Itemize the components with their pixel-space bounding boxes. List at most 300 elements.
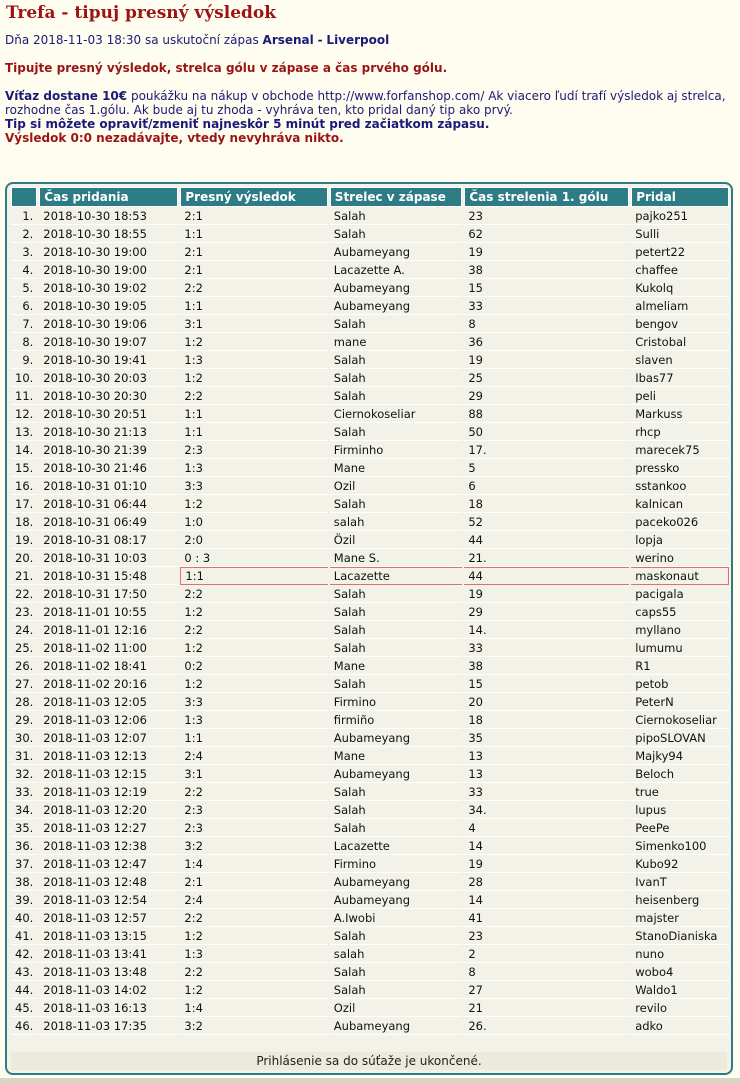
time-added: 2018-10-30 19:06 xyxy=(39,315,178,333)
table-row xyxy=(11,459,729,477)
scorer: Aubameyang xyxy=(330,873,463,891)
first-goal-time: 19 xyxy=(464,243,629,261)
time-added: 2018-11-03 12:20 xyxy=(39,801,178,819)
added-by: petob xyxy=(631,675,729,693)
added-by: Cristobal xyxy=(631,333,729,351)
time-added: 2018-11-01 12:16 xyxy=(39,621,178,639)
time-added: 2018-10-30 19:07 xyxy=(39,333,178,351)
first-goal-time: 18 xyxy=(464,495,629,513)
table-row xyxy=(11,819,729,837)
first-goal-time: 41 xyxy=(464,909,629,927)
scorer: Salah xyxy=(330,675,463,693)
table-row xyxy=(11,315,729,333)
row-number: 7. xyxy=(11,315,37,333)
first-goal-time: 52 xyxy=(464,513,629,531)
row-number: 3. xyxy=(11,243,37,261)
scorer: Lacazette xyxy=(330,837,463,855)
row-number: 32. xyxy=(11,765,37,783)
scorer: salah xyxy=(330,945,463,963)
row-number: 8. xyxy=(11,333,37,351)
table-row xyxy=(11,351,729,369)
time-added: 2018-10-31 15:48 xyxy=(39,567,178,585)
exact-score: 2:1 xyxy=(180,243,327,261)
page-title: Trefa - tipuj presný výsledok xyxy=(6,3,277,23)
exact-score: 0:2 xyxy=(180,657,327,675)
exact-score: 1:1 xyxy=(180,405,327,423)
away-team: Liverpool xyxy=(326,33,390,47)
first-goal-time: 8 xyxy=(464,963,629,981)
scorer: Ozil xyxy=(330,999,463,1017)
exact-score: 1:3 xyxy=(180,459,327,477)
scorer: Ciernokoseliar xyxy=(330,405,463,423)
first-goal-time: 29 xyxy=(464,387,629,405)
first-goal-time: 33 xyxy=(464,297,629,315)
table-row xyxy=(11,441,729,459)
exact-score: 3:1 xyxy=(180,765,327,783)
table-row xyxy=(11,585,729,603)
time-added: 2018-10-30 19:00 xyxy=(39,243,178,261)
exact-score: 2:3 xyxy=(180,801,327,819)
scorer: Salah xyxy=(330,495,463,513)
added-by: Markuss xyxy=(631,405,729,423)
time-added: 2018-11-03 12:57 xyxy=(39,909,178,927)
first-goal-time: 38 xyxy=(464,261,629,279)
scorer: Mane xyxy=(330,657,463,675)
added-by: IvanT xyxy=(631,873,729,891)
prize-info xyxy=(5,89,735,117)
exact-score: 1:2 xyxy=(180,333,327,351)
time-added: 2018-11-03 12:38 xyxy=(39,837,178,855)
time-added: 2018-10-31 06:49 xyxy=(39,513,178,531)
row-number: 31. xyxy=(11,747,37,765)
scorer: Salah xyxy=(330,369,463,387)
exact-score: 1:1 xyxy=(180,225,327,243)
time-added: 2018-10-30 19:02 xyxy=(39,279,178,297)
row-number: 40. xyxy=(11,909,37,927)
added-by: R1 xyxy=(631,657,729,675)
exact-score: 1:1 xyxy=(180,729,327,747)
table-row xyxy=(11,405,729,423)
added-by: PeterN xyxy=(631,693,729,711)
first-goal-time: 44 xyxy=(464,567,629,585)
added-by: PeePe xyxy=(631,819,729,837)
first-goal-time: 19 xyxy=(464,855,629,873)
table-row xyxy=(11,855,729,873)
scorer: Salah xyxy=(330,603,463,621)
col-time-added-header: Čas pridania xyxy=(39,187,178,207)
match-prefix: Dňa 2018-11-03 18:30 sa uskutoční zápas xyxy=(5,33,259,47)
exact-score: 2:4 xyxy=(180,747,327,765)
exact-score: 2:1 xyxy=(180,261,327,279)
first-goal-time: 14. xyxy=(464,621,629,639)
exact-score: 1:2 xyxy=(180,927,327,945)
table-row xyxy=(11,423,729,441)
time-added: 2018-10-30 19:41 xyxy=(39,351,178,369)
first-goal-time: 33 xyxy=(464,783,629,801)
col-added-by-header: Pridal xyxy=(631,187,729,207)
added-by: petert22 xyxy=(631,243,729,261)
first-goal-time: 23 xyxy=(464,927,629,945)
exact-score: 1:2 xyxy=(180,639,327,657)
added-by: peli xyxy=(631,387,729,405)
added-by: majster xyxy=(631,909,729,927)
time-added: 2018-10-30 18:53 xyxy=(39,207,178,225)
match-info xyxy=(5,33,389,47)
exact-score: 1:2 xyxy=(180,495,327,513)
time-added: 2018-10-30 19:05 xyxy=(39,297,178,315)
first-goal-time: 26. xyxy=(464,1017,629,1035)
table-row xyxy=(11,693,729,711)
row-number: 37. xyxy=(11,855,37,873)
time-added: 2018-11-03 13:48 xyxy=(39,963,178,981)
scorer: Salah xyxy=(330,963,463,981)
col-first-goal-time-header: Čas strelenia 1. gólu xyxy=(464,187,629,207)
time-added: 2018-11-03 12:48 xyxy=(39,873,178,891)
table-row xyxy=(11,549,729,567)
exact-score: 1:4 xyxy=(180,999,327,1017)
row-number: 12. xyxy=(11,405,37,423)
added-by: pacigala xyxy=(631,585,729,603)
table-row xyxy=(11,1017,729,1035)
time-added: 2018-10-30 21:13 xyxy=(39,423,178,441)
prize-details: poukážku na nákup v obchode http://www.forfanshop.com/ Ak viacero ľudí trafí výsledok aj strelca, rozhodne čas 1.gólu. Ak bude aj tu zhoda - vyhráva ten, kto pridal daný tip ako prvý. xyxy=(5,89,726,117)
exact-score: 1:3 xyxy=(180,945,327,963)
table-row xyxy=(11,639,729,657)
time-added: 2018-11-03 17:35 xyxy=(39,1017,178,1035)
table-row xyxy=(11,477,729,495)
added-by: StanoDianiska xyxy=(631,927,729,945)
first-goal-time: 8 xyxy=(464,315,629,333)
exact-score: 2:2 xyxy=(180,963,327,981)
table-row xyxy=(11,909,729,927)
scorer: Salah xyxy=(330,927,463,945)
table-row xyxy=(11,297,729,315)
scorer: Lacazette A. xyxy=(330,261,463,279)
added-by: maskonaut xyxy=(631,567,729,585)
time-added: 2018-11-03 12:27 xyxy=(39,819,178,837)
table-row xyxy=(11,621,729,639)
row-number: 18. xyxy=(11,513,37,531)
scorer: Mane xyxy=(330,459,463,477)
added-by: pajko251 xyxy=(631,207,729,225)
exact-score: 1:1 xyxy=(180,297,327,315)
exact-score: 3:1 xyxy=(180,315,327,333)
table-row xyxy=(11,387,729,405)
row-number: 6. xyxy=(11,297,37,315)
exact-score: 2:2 xyxy=(180,621,327,639)
table-row xyxy=(11,333,729,351)
scorer: Aubameyang xyxy=(330,279,463,297)
scorer: Salah xyxy=(330,351,463,369)
first-goal-time: 19 xyxy=(464,585,629,603)
first-goal-time: 36 xyxy=(464,333,629,351)
exact-score: 2:2 xyxy=(180,909,327,927)
added-by: Kubo92 xyxy=(631,855,729,873)
first-goal-time: 17. xyxy=(464,441,629,459)
added-by: lopja xyxy=(631,531,729,549)
scorer: Salah xyxy=(330,315,463,333)
home-team: Arsenal xyxy=(262,33,314,47)
table-row xyxy=(11,981,729,999)
exact-score: 2:0 xyxy=(180,531,327,549)
row-number: 17. xyxy=(11,495,37,513)
added-by: Majky94 xyxy=(631,747,729,765)
added-by: adko xyxy=(631,1017,729,1035)
first-goal-time: 18 xyxy=(464,711,629,729)
time-added: 2018-11-03 12:47 xyxy=(39,855,178,873)
first-goal-time: 35 xyxy=(464,729,629,747)
time-added: 2018-10-30 18:55 xyxy=(39,225,178,243)
time-added: 2018-11-02 20:16 xyxy=(39,675,178,693)
exact-score: 2:2 xyxy=(180,783,327,801)
scorer: Lacazette xyxy=(330,567,463,585)
added-by: sstankoo xyxy=(631,477,729,495)
row-number: 28. xyxy=(11,693,37,711)
exact-score: 2:1 xyxy=(180,873,327,891)
time-added: 2018-11-03 12:07 xyxy=(39,729,178,747)
scorer: Özil xyxy=(330,531,463,549)
scorer: Salah xyxy=(330,783,463,801)
time-added: 2018-11-03 16:13 xyxy=(39,999,178,1017)
row-number: 16. xyxy=(11,477,37,495)
exact-score: 2:2 xyxy=(180,585,327,603)
row-number: 1. xyxy=(11,207,37,225)
table-row xyxy=(11,261,729,279)
scorer: Firmino xyxy=(330,855,463,873)
first-goal-time: 88 xyxy=(464,405,629,423)
scorer: Aubameyang xyxy=(330,729,463,747)
exact-score: 1:1 xyxy=(180,567,327,585)
scorer: Salah xyxy=(330,585,463,603)
scorer: Aubameyang xyxy=(330,243,463,261)
scorer: Firmino xyxy=(330,693,463,711)
exact-score: 0 : 3 xyxy=(180,549,327,567)
exact-score: 1:2 xyxy=(180,981,327,999)
exact-score: 1:0 xyxy=(180,513,327,531)
row-number: 38. xyxy=(11,873,37,891)
row-number: 34. xyxy=(11,801,37,819)
exact-score: 1:4 xyxy=(180,855,327,873)
first-goal-time: 20 xyxy=(464,693,629,711)
first-goal-time: 21. xyxy=(464,549,629,567)
time-added: 2018-10-31 08:17 xyxy=(39,531,178,549)
table-row xyxy=(11,999,729,1017)
first-goal-time: 13 xyxy=(464,747,629,765)
scorer: Aubameyang xyxy=(330,765,463,783)
table-row xyxy=(11,675,729,693)
scorer: A.Iwobi xyxy=(330,909,463,927)
scorer: firmiño xyxy=(330,711,463,729)
scorer: Salah xyxy=(330,387,463,405)
first-goal-time: 27 xyxy=(464,981,629,999)
row-number: 43. xyxy=(11,963,37,981)
col-exact-score-header: Presný výsledok xyxy=(180,187,327,207)
first-goal-time: 4 xyxy=(464,819,629,837)
table-row xyxy=(11,279,729,297)
instruction-text: Tipujte presný výsledok, strelca gólu v zápase a čas prvého gólu. xyxy=(5,61,448,75)
time-added: 2018-11-03 13:15 xyxy=(39,927,178,945)
row-number: 27. xyxy=(11,675,37,693)
scorer: Salah xyxy=(330,981,463,999)
added-by: pipoSLOVAN xyxy=(631,729,729,747)
table-row xyxy=(11,657,729,675)
added-by: almeliam xyxy=(631,297,729,315)
row-number: 36. xyxy=(11,837,37,855)
row-number: 10. xyxy=(11,369,37,387)
time-added: 2018-10-31 01:10 xyxy=(39,477,178,495)
row-number: 9. xyxy=(11,351,37,369)
exact-score: 2:3 xyxy=(180,819,327,837)
first-goal-time: 44 xyxy=(464,531,629,549)
registration-closed-notice: Prihlásenie sa do súťaže je ukončené. xyxy=(11,1052,727,1070)
table-row xyxy=(11,711,729,729)
added-by: werino xyxy=(631,549,729,567)
row-number: 5. xyxy=(11,279,37,297)
row-number: 13. xyxy=(11,423,37,441)
scorer: Aubameyang xyxy=(330,1017,463,1035)
exact-score: 2:1 xyxy=(180,207,327,225)
exact-score: 1:2 xyxy=(180,603,327,621)
exact-score: 3:2 xyxy=(180,1017,327,1035)
first-goal-time: 62 xyxy=(464,225,629,243)
tips-table-panel xyxy=(5,182,733,1075)
table-row xyxy=(11,837,729,855)
exact-score: 2:2 xyxy=(180,387,327,405)
exact-score: 1:1 xyxy=(180,423,327,441)
page-bottom-strip xyxy=(0,1078,740,1083)
exact-score: 1:2 xyxy=(180,369,327,387)
table-row xyxy=(11,603,729,621)
scorer: Salah xyxy=(330,639,463,657)
added-by: revilo xyxy=(631,999,729,1017)
first-goal-time: 21 xyxy=(464,999,629,1017)
row-number: 14. xyxy=(11,441,37,459)
first-goal-time: 38 xyxy=(464,657,629,675)
first-goal-time: 23 xyxy=(464,207,629,225)
exact-score: 3:2 xyxy=(180,837,327,855)
time-added: 2018-10-30 21:39 xyxy=(39,441,178,459)
tip-change-rule: Tip si môžete opraviť/zmeniť najneskôr 5 minút pred začiatkom zápasu. xyxy=(5,117,490,131)
col-scorer-header: Strelec v zápase xyxy=(330,187,463,207)
table-row xyxy=(11,729,729,747)
row-number: 46. xyxy=(11,1017,37,1035)
time-added: 2018-11-02 18:41 xyxy=(39,657,178,675)
added-by: marecek75 xyxy=(631,441,729,459)
row-number: 26. xyxy=(11,657,37,675)
row-number: 29. xyxy=(11,711,37,729)
table-row xyxy=(11,531,729,549)
added-by: Waldo1 xyxy=(631,981,729,999)
added-by: caps55 xyxy=(631,603,729,621)
table-row xyxy=(11,747,729,765)
time-added: 2018-10-30 21:46 xyxy=(39,459,178,477)
time-added: 2018-11-02 11:00 xyxy=(39,639,178,657)
first-goal-time: 50 xyxy=(464,423,629,441)
row-number: 19. xyxy=(11,531,37,549)
time-added: 2018-11-03 12:13 xyxy=(39,747,178,765)
added-by: rhcp xyxy=(631,423,729,441)
table-row xyxy=(11,369,729,387)
added-by: bengov xyxy=(631,315,729,333)
scorer: Salah xyxy=(330,801,463,819)
scorer: Firminho xyxy=(330,441,463,459)
first-goal-time: 29 xyxy=(464,603,629,621)
added-by: wobo4 xyxy=(631,963,729,981)
scorer: Mane xyxy=(330,747,463,765)
table-row xyxy=(11,567,729,585)
first-goal-time: 6 xyxy=(464,477,629,495)
prize-lead: Víťaz dostane 10€ xyxy=(5,89,128,103)
scorer: Salah xyxy=(330,819,463,837)
row-number: 33. xyxy=(11,783,37,801)
added-by: chaffee xyxy=(631,261,729,279)
table-row xyxy=(11,891,729,909)
exact-score: 2:4 xyxy=(180,891,327,909)
added-by: true xyxy=(631,783,729,801)
table-row xyxy=(11,927,729,945)
first-goal-time: 2 xyxy=(464,945,629,963)
first-goal-time: 14 xyxy=(464,837,629,855)
exact-score: 2:3 xyxy=(180,441,327,459)
added-by: paceko026 xyxy=(631,513,729,531)
first-goal-time: 33 xyxy=(464,639,629,657)
exact-score: 1:2 xyxy=(180,675,327,693)
table-row xyxy=(11,207,729,225)
added-by: myllano xyxy=(631,621,729,639)
added-by: kalnican xyxy=(631,495,729,513)
row-number: 30. xyxy=(11,729,37,747)
added-by: lupus xyxy=(631,801,729,819)
row-number: 15. xyxy=(11,459,37,477)
table-row xyxy=(11,801,729,819)
time-added: 2018-10-30 20:51 xyxy=(39,405,178,423)
scorer: Salah xyxy=(330,207,463,225)
team-separator: - xyxy=(317,33,323,47)
added-by: nuno xyxy=(631,945,729,963)
exact-score: 2:2 xyxy=(180,279,327,297)
added-by: heisenberg xyxy=(631,891,729,909)
exact-score: 3:3 xyxy=(180,477,327,495)
row-number: 39. xyxy=(11,891,37,909)
first-goal-time: 19 xyxy=(464,351,629,369)
time-added: 2018-10-30 20:30 xyxy=(39,387,178,405)
time-added: 2018-10-31 06:44 xyxy=(39,495,178,513)
added-by: Ciernokoseliar xyxy=(631,711,729,729)
added-by: Kukolq xyxy=(631,279,729,297)
table-row xyxy=(11,243,729,261)
scorer: mane xyxy=(330,333,463,351)
time-added: 2018-11-03 12:19 xyxy=(39,783,178,801)
table-row xyxy=(11,225,729,243)
added-by: Beloch xyxy=(631,765,729,783)
first-goal-time: 5 xyxy=(464,459,629,477)
table-row xyxy=(11,765,729,783)
time-added: 2018-11-03 12:15 xyxy=(39,765,178,783)
row-number: 4. xyxy=(11,261,37,279)
col-index-header xyxy=(11,187,37,207)
table-row xyxy=(11,945,729,963)
scorer: Salah xyxy=(330,225,463,243)
row-number: 25. xyxy=(11,639,37,657)
table-row xyxy=(11,495,729,513)
exact-score: 1:3 xyxy=(180,351,327,369)
zero-score-rule: Výsledok 0:0 nezadávajte, vtedy nevyhráva nikto. xyxy=(5,131,344,145)
scorer: Ozil xyxy=(330,477,463,495)
first-goal-time: 15 xyxy=(464,279,629,297)
exact-score: 3:3 xyxy=(180,693,327,711)
first-goal-time: 15 xyxy=(464,675,629,693)
tips-table-body xyxy=(11,207,729,1035)
